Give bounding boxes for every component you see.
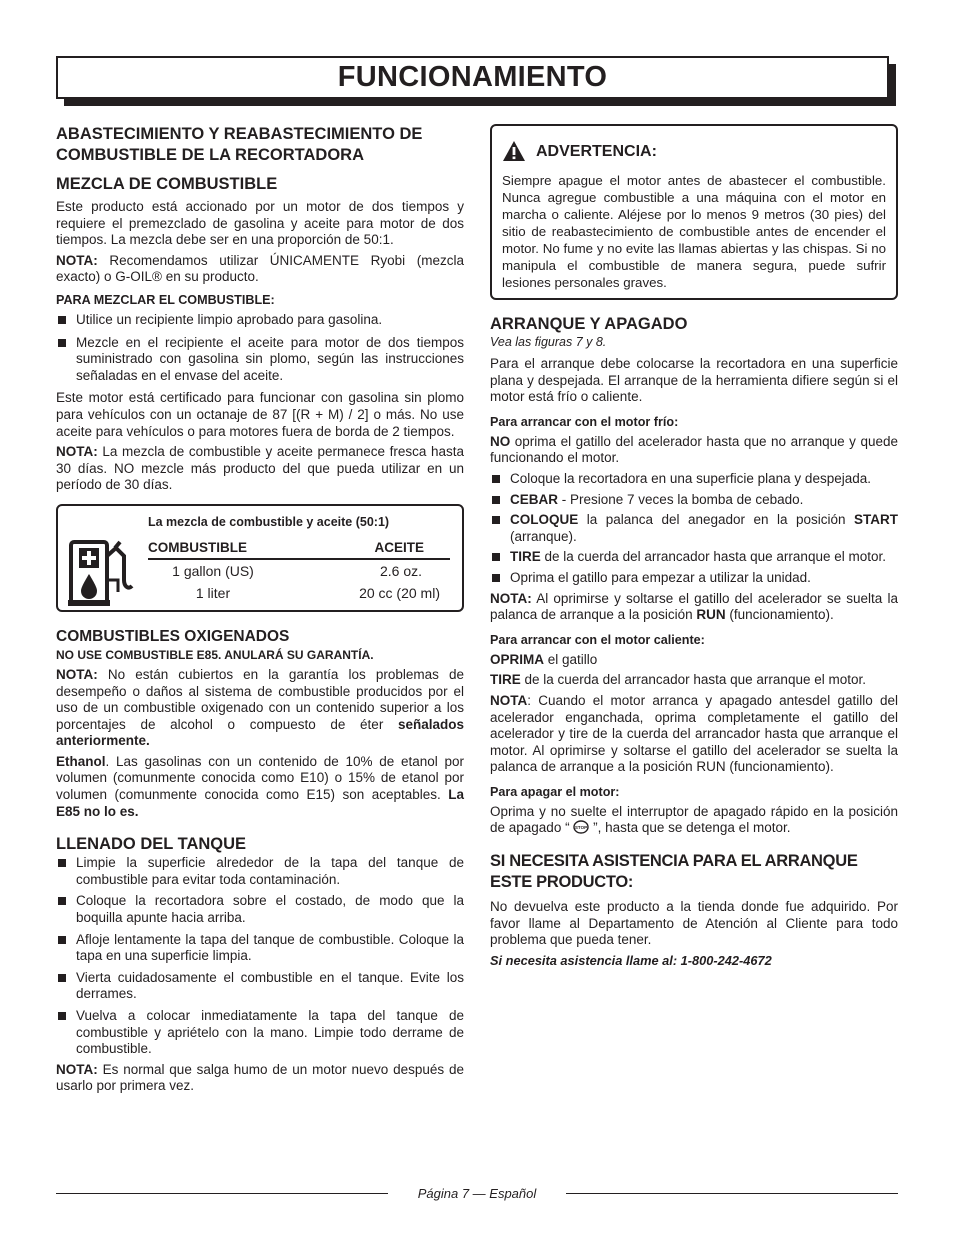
list-item: TIRE de la cuerda del arrancador hasta que arranque el motor.: [490, 549, 898, 566]
nota-fresca: NOTA: La mezcla de combustible y aceite permanece fresca hasta 30 días. NO mezcle más producto del que pueda utilizar en un período de 30 días.: [56, 444, 464, 493]
col-aceite: ACEITE: [374, 539, 424, 555]
sub-motor-caliente: Para arrancar con el motor caliente:: [490, 632, 705, 647]
nota-humo: NOTA: Es normal que salga humo de un motor nuevo después de usarlo por primera vez.: [56, 1061, 464, 1094]
stop-switch-icon: [573, 820, 589, 834]
paragraph-arranque: Para el arranque debe colocarse la recortadora en una superficie plana y despejada. El arranque de la herramienta difiere según si el motor está frío o caliente.: [490, 356, 898, 405]
list-item: Limpie la superficie alrededor de la tapa del tanque de combustible para evitar toda contaminación.: [56, 855, 464, 888]
list-item: Utilice un recipiente limpio aprobado para gasolina.: [56, 312, 464, 329]
paragraph-etanol: Ethanol. Las gasolinas con un contenido de 10% de etanol por volumen (comunmente conocida como E10) o 15% de etanol por volumen (comunmente conocida como E15) son aceptables. La E85 no lo es.: [56, 753, 464, 819]
mix-table-header: [148, 538, 450, 560]
heading-asistencia: SI NECESITA ASISTENCIA PARA EL ARRANQUE ESTE PRODUCTO:: [490, 852, 858, 892]
sub-motor-frio: Para arrancar con el motor frío:: [490, 414, 679, 429]
page-title-banner: [56, 56, 896, 106]
paragraph-intro: Este producto está accionado por un motor de dos tiempos y requiere el premezclado de gasolina y aceite para motor de dos tiempos. La mezcla debe ser en una proporción de 50:1.: [56, 199, 464, 248]
list-item: Vuelva a colocar inmediatamente la tapa del tanque de combustible y apriételo con la mano. Limpie todo derrame de combustible.: [56, 1008, 464, 1058]
list-item: Coloque la recortadora en una superficie plana y despejada.: [490, 471, 898, 488]
heading-arranque: ARRANQUE Y APAGADO: [490, 315, 688, 333]
paragraph-asistencia: No devuelva este producto a la tienda donde fue adquirido. Por favor llame al Departamento de Atención al Cliente para todo problema que pueda tener.: [490, 899, 898, 948]
see-figures: Vea las figuras 7 y 8.: [490, 335, 607, 349]
svg-text:STOP: STOP: [575, 825, 588, 831]
title-box: [56, 56, 889, 99]
nota-oxigenado: NOTA: No están cubiertos en la garantía los problemas de desempeño o daños al sistema de combustible producidos por el uso de un combustible oxigenado con un contenido superior a los porcentajes de alcohol o compuesto de éter señalados anteriormente.: [56, 666, 464, 749]
list-item: Vierta cuidadosamente el combustible en el tanque. Evite los derrames.: [56, 970, 464, 1003]
mix-table-title: La mezcla de combustible y aceite (50:1): [148, 514, 390, 529]
warning-triangle-icon: [502, 140, 526, 162]
nota-caliente: NOTA: Cuando el motor arranca y apagado antesdel gatillo del acelerador enganchada, oprima completamente el gatillo del acelerador y tire de la cuerda del arrancador hasta que arranque el motor. Al oprimirse y soltarse el gatillo del acelerador se suelta la palanca de arranque a la posición RUN (funcionamiento).: [490, 692, 898, 775]
heading-oxigenados: COMBUSTIBLES OXIGENADOS: [56, 627, 290, 645]
page-footer: [56, 1186, 898, 1202]
list-mezclar: [56, 312, 464, 384]
paragraph-motor: Este motor está certificado para funcionar con gasolina sin plomo para vehículos con un octanaje de 87 [(R + M) / 2] o más. No use aceite para vehículos o para motores fuera de borda de 2 tiempos.: [56, 390, 464, 439]
warning-title: ADVERTENCIA:: [536, 142, 657, 160]
heading-abastecimiento: ABASTECIMIENTO Y REABASTECIMIENTO DE COMBUSTIBLE DE LA RECORTADORA: [56, 125, 423, 164]
paragraph-oprima: OPRIMA el gatillo: [490, 651, 598, 667]
paragraph-apagar: Oprima y no suelte el interruptor de apagado rápido en la posición de apagado “ STOP ”, hasta que se detenga el motor.: [490, 803, 898, 836]
warning-text: Siempre apague el motor antes de abastecer el combustible. Nunca agregue combustible a una máquina con el motor en marcha o caliente. Aléjese por lo menos 9 metros (30 pies) del sitio de reabastecimiento de combustible antes de encender el motor. No fume y no evite las llamas abiertas y las chispas. Si no manipula el combustible de manera segura, puede sufrir lesiones personales graves.: [502, 173, 886, 290]
heading-llenado: LLENADO DEL TANQUE: [56, 835, 247, 854]
list-item: Oprima el gatillo para empezar a utilizar la unidad.: [490, 570, 898, 587]
left-column: [56, 124, 464, 1095]
table-row: 1 liter 20 cc (20 ml): [195, 584, 440, 601]
paragraph-tire: TIRE de la cuerda del arrancador hasta que arranque el motor.: [490, 672, 866, 688]
list-llenado: [56, 855, 464, 1058]
mix-table-box: [56, 504, 464, 612]
nota-ryobi: NOTA: Recomendamos utilizar ÚNICAMENTE Ryobi (mezcla exacto) o G-OIL® en su producto.: [56, 252, 464, 285]
list-item: CEBAR - Presione 7 veces la bomba de cebado.: [490, 492, 898, 509]
sub-para-mezclar: PARA MEZCLAR EL COMBUSTIBLE:: [56, 292, 275, 307]
list-frio: [490, 471, 898, 587]
list-item: Mezcle en el recipiente el aceite para motor de dos tiempos suministrado con gasolina sin plomo, según las instrucciones señaladas en el envase del aceite.: [56, 335, 464, 385]
footer-rule-right: [566, 1193, 898, 1194]
sub-apagar: Para apagar el motor:: [490, 784, 620, 799]
table-row: 1 gallon (US) 2.6 oz.: [172, 562, 422, 579]
nota-frio: NOTA: Al oprimirse y soltarse el gatillo del acelerador se suelta la palanca de arranque a la posición RUN (funcionamiento).: [490, 590, 898, 623]
paragraph-no-oprima: NO oprima el gatillo del acelerador hasta que no arranque y quede funcionando el motor.: [490, 433, 898, 466]
right-column: [490, 124, 898, 969]
heading-mezcla: MEZCLA DE COMBUSTIBLE: [56, 175, 278, 193]
sub-e85: NO USE COMBUSTIBLE E85. ANULARÁ SU GARANTÍA.: [56, 647, 374, 662]
col-combustible: COMBUSTIBLE: [148, 539, 247, 555]
warning-title-row: [502, 140, 886, 162]
warning-box: [490, 124, 898, 300]
footer-text: Página 7 — Español: [417, 1186, 537, 1201]
list-item: Coloque la recortadora sobre el costado, de modo que la boquilla apunte hacia arriba.: [56, 893, 464, 926]
mix-table: [148, 512, 450, 604]
page-title: FUNCIONAMIENTO: [337, 61, 608, 93]
fuel-pump-icon: [68, 536, 134, 608]
list-item: Afloje lentamente la tapa del tanque de combustible. Coloque la tapa en una superficie limpia.: [56, 932, 464, 965]
list-item: COLOQUE la palanca del anegador en la posición START (arranque).: [490, 512, 898, 545]
phone-assistance: Si necesita asistencia llame al: 1-800-242-4672: [490, 952, 772, 968]
